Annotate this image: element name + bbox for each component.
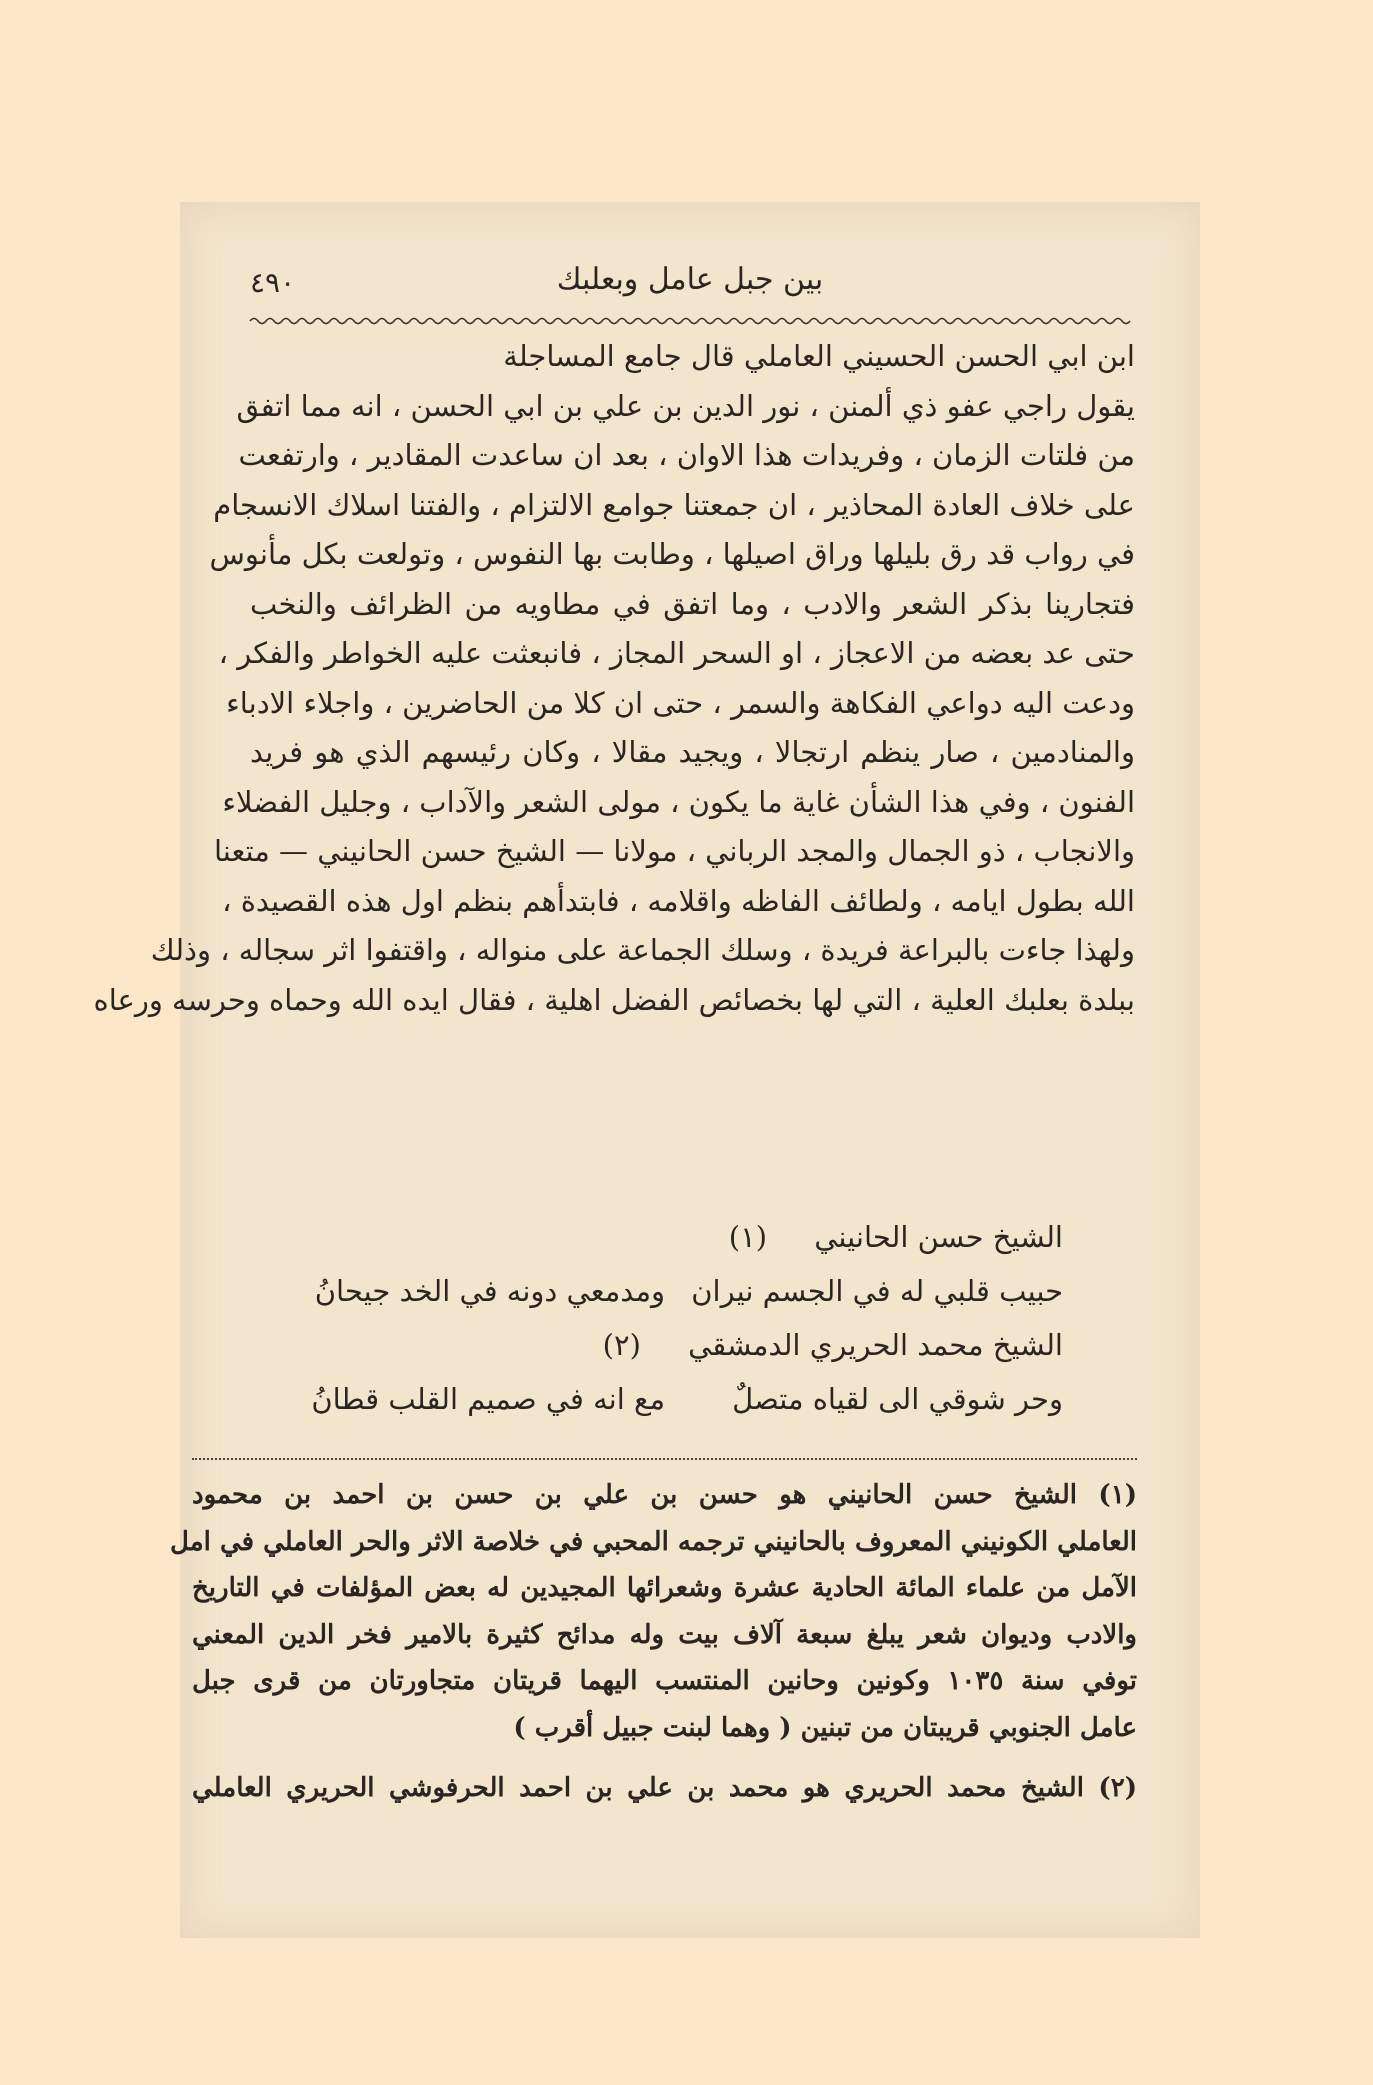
text-line: يقول راجي عفو ذي ألمنن ، نور الدين بن علي بن ابي الحسن ، انه مما اتفق bbox=[236, 388, 1135, 423]
main-prose bbox=[93, 332, 1135, 1025]
footnote-ref: (٢) bbox=[602, 1328, 641, 1362]
footnote-line: (١) الشيخ حسن الحانيني هو حسن بن علي بن حسن بن احمد بن محمود bbox=[192, 1480, 1137, 1510]
verse bbox=[250, 1264, 1135, 1318]
footnote-line: (٢) الشيخ محمد الحريري هو محمد بن علي بن احمد الحرفوشي الحريري العاملي bbox=[192, 1773, 1137, 1803]
text-line: في رواب قد رق بليلها وراق اصيلها ، وطابت بها النفوس ، وتولعت بكل مأنوس bbox=[209, 537, 1135, 571]
text-line: ببلدة بعلبك العلية ، التي لها بخصائص الفضل اهلية ، فقال ايده الله وحماه وحرسه ورعاه bbox=[93, 982, 1135, 1017]
footnote-line: والادب وديوان شعر يبلغ سبعة آلاف بيت وله مدائح كثيرة بالامير فخر الدين المعني bbox=[192, 1619, 1137, 1650]
text-line: ودعت اليه دواعي الفكاهة والسمر ، حتى ان كلا من الحاضرين ، واجلاء الادباء bbox=[226, 685, 1135, 720]
footnote-line: العاملي الكونيني المعروف بالحانيني ترجمه المحبي في خلاصة الاثر والحر العاملي في امل bbox=[170, 1526, 1137, 1557]
poem-section bbox=[250, 1210, 1135, 1426]
page-header bbox=[250, 258, 1130, 308]
footnote-ref: (١) bbox=[728, 1220, 768, 1254]
verse bbox=[250, 1372, 1135, 1426]
text-line: والمنادمين ، صار ينظم ارتجالا ، ويجيد مقالا ، وكان رئيسهم الذي هو فريد bbox=[250, 735, 1135, 769]
text-line: الفنون ، وفي هذا الشأن غاية ما يكون ، مولى الشعر والآداب ، وجليل الفضلاء bbox=[222, 784, 1135, 819]
text-line: الله بطول ايامه ، ولطائف الفاظه واقلامه ، فابتدأهم بنظم اول هذه القصيدة ، bbox=[222, 883, 1135, 918]
page-number: ٤٩٠ bbox=[250, 266, 296, 299]
text-line: من فلتات الزمان ، وفريدات هذا الاوان ، بعد ان ساعدت المقادير ، وارتفعت bbox=[238, 438, 1135, 472]
poet-heading bbox=[250, 1210, 1135, 1264]
text-line: والانجاب ، ذو الجمال والمجد الرباني ، مولانا — الشيخ حسن الحانيني — متعنا bbox=[213, 834, 1135, 868]
wavy-divider bbox=[250, 314, 1135, 328]
poet-name: الشيخ حسن الحانيني bbox=[814, 1220, 1063, 1254]
footnote-line: الآمل من علماء المائة الحادية عشرة وشعرائها المجيدين له بعض المؤلفات في التاريخ bbox=[192, 1573, 1137, 1603]
poet-heading bbox=[250, 1318, 1135, 1372]
running-title: بين جبل عامل وبعلبك bbox=[556, 262, 824, 297]
footnote-divider bbox=[192, 1458, 1137, 1460]
footnotes bbox=[170, 1472, 1137, 1812]
verse-second-hemistich: مع انه في صميم القلب قطانُ bbox=[311, 1382, 665, 1416]
text-line: فتجارينا بذكر الشعر والادب ، وما اتفق في مطاويه من الظرائف والنخب bbox=[250, 586, 1135, 621]
footnote-line: عامل الجنوبي قريبتان من تبنين ( وهما لبنت جبيل أقرب ) bbox=[513, 1712, 1137, 1743]
footnote-line: توفي سنة ١٠٣٥ وكونين وحانين المنتسب اليهما قريتان متجاورتان من قرى جبل bbox=[192, 1666, 1137, 1696]
verse-first-hemistich: وحر شوقي الى لقياه متصلٌ bbox=[732, 1382, 1063, 1416]
text-line: ولهذا جاءت بالبراعة فريدة ، وسلك الجماعة على منواله ، واقتفوا اثر سجاله ، وذلك bbox=[150, 933, 1135, 967]
book-page bbox=[93, 202, 1200, 1938]
text-line: حتى عد بعضه من الاعجاز ، او السحر المجاز ، فانبعثت عليه الخواطر والفكر ، bbox=[218, 636, 1135, 670]
text-line: ابن ابي الحسن الحسيني العاملي قال جامع المساجلة bbox=[503, 339, 1135, 373]
poet-name: الشيخ محمد الحريري الدمشقي bbox=[688, 1328, 1063, 1362]
text-line: على خلاف العادة المحاذير ، ان جمعتنا جوامع الالتزام ، والفتنا اسلاك الانسجام bbox=[213, 487, 1135, 522]
verse-first-hemistich: حبيب قلبي له في الجسم نيران bbox=[691, 1274, 1063, 1308]
verse-second-hemistich: ومدمعي دونه في الخد جيحانُ bbox=[314, 1274, 665, 1308]
